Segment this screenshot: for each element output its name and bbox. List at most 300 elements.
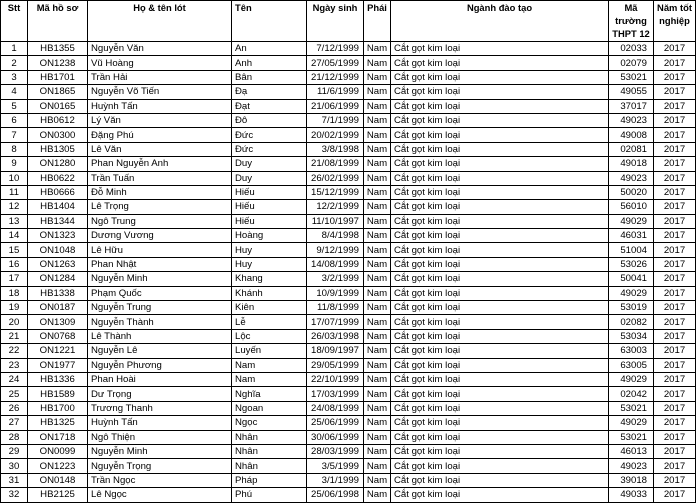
cell-ma-truong: 02081 — [609, 142, 654, 156]
cell-ma-truong: 49029 — [609, 416, 654, 430]
table-row — [1, 70, 696, 84]
cell-ten: Khánh — [232, 286, 307, 300]
cell-ma-truong: 63003 — [609, 344, 654, 358]
table-row — [1, 416, 696, 430]
cell-phai: Nam — [364, 99, 391, 113]
cell-nganh-dao-tao: Cắt gọt kim loại — [391, 315, 609, 329]
cell-phai: Nam — [364, 301, 391, 315]
cell-ngay-sinh: 21/08/1999 — [307, 157, 364, 171]
cell-ngay-sinh: 11/10/1997 — [307, 214, 364, 228]
cell-ho-ten-lot: Nguyễn Võ Tiến — [88, 85, 232, 99]
cell-nganh-dao-tao: Cắt gọt kim loại — [391, 257, 609, 271]
cell-phai: Nam — [364, 113, 391, 127]
table-body — [1, 42, 696, 503]
cell-ma-ho-so: HB1404 — [28, 200, 88, 214]
cell-ho-ten-lot: Lê Thành — [88, 329, 232, 343]
table-row — [1, 229, 696, 243]
cell-ngay-sinh: 8/4/1998 — [307, 229, 364, 243]
cell-ngay-sinh: 26/03/1998 — [307, 329, 364, 343]
cell-ngay-sinh: 7/12/1999 — [307, 42, 364, 56]
cell-nganh-dao-tao: Cắt gọt kim loại — [391, 286, 609, 300]
cell-ho-ten-lot: Lê Hữu — [88, 243, 232, 257]
cell-ho-ten-lot: Nguyễn Phương — [88, 358, 232, 372]
cell-nganh-dao-tao: Cắt gọt kim loại — [391, 185, 609, 199]
cell-ma-truong: 49023 — [609, 171, 654, 185]
table-row — [1, 344, 696, 358]
header-row — [1, 1, 696, 42]
cell-nganh-dao-tao: Cắt gọt kim loại — [391, 113, 609, 127]
cell-phai: Nam — [364, 243, 391, 257]
header-nganh-dao-tao: Ngành đào tạo — [391, 1, 609, 42]
cell-ho-ten-lot: Dương Vương — [88, 229, 232, 243]
cell-ten: Đạt — [232, 99, 307, 113]
cell-ma-truong: 49033 — [609, 488, 654, 502]
cell-stt: 31 — [1, 473, 28, 487]
cell-ngay-sinh: 20/02/1999 — [307, 128, 364, 142]
cell-nganh-dao-tao: Cắt gọt kim loại — [391, 329, 609, 343]
cell-ma-truong: 50020 — [609, 185, 654, 199]
cell-ho-ten-lot: Phan Nhật — [88, 257, 232, 271]
cell-stt: 26 — [1, 401, 28, 415]
cell-stt: 28 — [1, 430, 28, 444]
table-row — [1, 329, 696, 343]
cell-nganh-dao-tao: Cắt gọt kim loại — [391, 430, 609, 444]
table-row — [1, 113, 696, 127]
table-row — [1, 200, 696, 214]
cell-ho-ten-lot: Đỗ Minh — [88, 185, 232, 199]
table-row — [1, 257, 696, 271]
header-ho-ten-lot: Họ & tên lót — [88, 1, 232, 42]
cell-nam-tot-nghiep: 2017 — [654, 157, 696, 171]
table-row — [1, 85, 696, 99]
cell-ho-ten-lot: Nguyễn Trọng — [88, 459, 232, 473]
cell-ma-ho-so: HB1701 — [28, 70, 88, 84]
cell-ten: An — [232, 42, 307, 56]
cell-ma-truong: 53034 — [609, 329, 654, 343]
cell-ma-ho-so: ON1263 — [28, 257, 88, 271]
cell-stt: 21 — [1, 329, 28, 343]
cell-ma-truong: 49029 — [609, 286, 654, 300]
cell-ho-ten-lot: Ngô Trung — [88, 214, 232, 228]
cell-ho-ten-lot: Huỳnh Tấn — [88, 99, 232, 113]
cell-ngay-sinh: 25/06/1999 — [307, 416, 364, 430]
table-row — [1, 42, 696, 56]
header-ma-truong: Mã trường THPT 12 — [609, 1, 654, 42]
cell-nam-tot-nghiep: 2017 — [654, 85, 696, 99]
cell-phai: Nam — [364, 70, 391, 84]
cell-ho-ten-lot: Trần Ngọc — [88, 473, 232, 487]
cell-nam-tot-nghiep: 2017 — [654, 243, 696, 257]
cell-ten: Kiên — [232, 301, 307, 315]
table-row — [1, 214, 696, 228]
table-row — [1, 185, 696, 199]
cell-ma-ho-so: ON0768 — [28, 329, 88, 343]
cell-nganh-dao-tao: Cắt gọt kim loại — [391, 157, 609, 171]
cell-phai: Nam — [364, 329, 391, 343]
cell-ten: Nam — [232, 358, 307, 372]
cell-nganh-dao-tao: Cắt gọt kim loại — [391, 243, 609, 257]
cell-nganh-dao-tao: Cắt gọt kim loại — [391, 272, 609, 286]
cell-ma-ho-so: ON1280 — [28, 157, 88, 171]
cell-ten: Huy — [232, 243, 307, 257]
cell-ma-ho-so: HB1589 — [28, 387, 88, 401]
cell-nganh-dao-tao: Cắt gọt kim loại — [391, 142, 609, 156]
cell-ten: Pháp — [232, 473, 307, 487]
cell-nganh-dao-tao: Cắt gọt kim loại — [391, 444, 609, 458]
cell-nganh-dao-tao: Cắt gọt kim loại — [391, 301, 609, 315]
cell-ma-ho-so: ON1323 — [28, 229, 88, 243]
cell-ngay-sinh: 17/07/1999 — [307, 315, 364, 329]
cell-nganh-dao-tao: Cắt gọt kim loại — [391, 358, 609, 372]
cell-ngay-sinh: 3/1/1999 — [307, 473, 364, 487]
cell-ma-ho-so: HB1325 — [28, 416, 88, 430]
cell-ngay-sinh: 28/03/1999 — [307, 444, 364, 458]
cell-phai: Nam — [364, 401, 391, 415]
cell-ngay-sinh: 10/9/1999 — [307, 286, 364, 300]
cell-ngay-sinh: 30/06/1999 — [307, 430, 364, 444]
table-row — [1, 358, 696, 372]
cell-nganh-dao-tao: Cắt gọt kim loại — [391, 56, 609, 70]
cell-nam-tot-nghiep: 2017 — [654, 344, 696, 358]
cell-nam-tot-nghiep: 2017 — [654, 459, 696, 473]
cell-nam-tot-nghiep: 2017 — [654, 358, 696, 372]
cell-stt: 23 — [1, 358, 28, 372]
cell-stt: 29 — [1, 444, 28, 458]
cell-ma-ho-so: ON1048 — [28, 243, 88, 257]
cell-stt: 20 — [1, 315, 28, 329]
cell-ten: Nhân — [232, 444, 307, 458]
table-row — [1, 301, 696, 315]
cell-nganh-dao-tao: Cắt gọt kim loại — [391, 387, 609, 401]
cell-ngay-sinh: 25/06/1998 — [307, 488, 364, 502]
cell-ho-ten-lot: Huỳnh Tấn — [88, 416, 232, 430]
cell-ho-ten-lot: Nguyễn Trung — [88, 301, 232, 315]
cell-nam-tot-nghiep: 2017 — [654, 315, 696, 329]
cell-stt: 7 — [1, 128, 28, 142]
table-row — [1, 430, 696, 444]
header-ngay-sinh: Ngày sinh — [307, 1, 364, 42]
cell-stt: 5 — [1, 99, 28, 113]
cell-ngay-sinh: 7/1/1999 — [307, 113, 364, 127]
cell-ho-ten-lot: Lý Văn — [88, 113, 232, 127]
cell-ten: Hiếu — [232, 185, 307, 199]
cell-nganh-dao-tao: Cắt gọt kim loại — [391, 99, 609, 113]
cell-nganh-dao-tao: Cắt gọt kim loại — [391, 214, 609, 228]
cell-ma-truong: 49029 — [609, 214, 654, 228]
cell-nam-tot-nghiep: 2017 — [654, 387, 696, 401]
cell-nganh-dao-tao: Cắt gọt kim loại — [391, 171, 609, 185]
cell-ma-ho-so: ON0165 — [28, 99, 88, 113]
table-row — [1, 272, 696, 286]
header-stt: Stt — [1, 1, 28, 42]
table-row — [1, 401, 696, 415]
cell-ma-ho-so: ON1284 — [28, 272, 88, 286]
cell-nam-tot-nghiep: 2017 — [654, 214, 696, 228]
cell-ten: Nhân — [232, 459, 307, 473]
cell-stt: 17 — [1, 272, 28, 286]
cell-ngay-sinh: 3/8/1998 — [307, 142, 364, 156]
cell-ma-truong: 51004 — [609, 243, 654, 257]
cell-ma-ho-so: ON1238 — [28, 56, 88, 70]
cell-phai: Nam — [364, 85, 391, 99]
cell-ho-ten-lot: Nguyễn Lê — [88, 344, 232, 358]
cell-phai: Nam — [364, 430, 391, 444]
cell-ho-ten-lot: Phan Hoài — [88, 372, 232, 386]
cell-ma-ho-so: HB1336 — [28, 372, 88, 386]
cell-nam-tot-nghiep: 2017 — [654, 113, 696, 127]
cell-ten: Khang — [232, 272, 307, 286]
cell-ngay-sinh: 11/6/1999 — [307, 85, 364, 99]
cell-nam-tot-nghiep: 2017 — [654, 200, 696, 214]
cell-nam-tot-nghiep: 2017 — [654, 372, 696, 386]
cell-ngay-sinh: 26/02/1999 — [307, 171, 364, 185]
cell-stt: 1 — [1, 42, 28, 56]
cell-phai: Nam — [364, 171, 391, 185]
cell-ma-truong: 53021 — [609, 401, 654, 415]
cell-phai: Nam — [364, 315, 391, 329]
cell-nganh-dao-tao: Cắt gọt kim loại — [391, 488, 609, 502]
cell-ten: Hoàng — [232, 229, 307, 243]
cell-ma-ho-so: HB1700 — [28, 401, 88, 415]
cell-ma-ho-so: ON1309 — [28, 315, 88, 329]
cell-nam-tot-nghiep: 2017 — [654, 329, 696, 343]
cell-ngay-sinh: 11/8/1999 — [307, 301, 364, 315]
cell-stt: 2 — [1, 56, 28, 70]
cell-ten: Huy — [232, 257, 307, 271]
cell-nam-tot-nghiep: 2017 — [654, 42, 696, 56]
cell-stt: 11 — [1, 185, 28, 199]
cell-ma-ho-so: HB1305 — [28, 142, 88, 156]
cell-ma-truong: 46013 — [609, 444, 654, 458]
cell-ho-ten-lot: Nguyễn Thành — [88, 315, 232, 329]
cell-stt: 6 — [1, 113, 28, 127]
cell-stt: 9 — [1, 157, 28, 171]
cell-stt: 12 — [1, 200, 28, 214]
cell-ngay-sinh: 21/12/1999 — [307, 70, 364, 84]
cell-ma-truong: 39018 — [609, 473, 654, 487]
cell-stt: 19 — [1, 301, 28, 315]
cell-ten: Ngọc — [232, 416, 307, 430]
cell-ngay-sinh: 21/06/1999 — [307, 99, 364, 113]
cell-ma-ho-so: ON1865 — [28, 85, 88, 99]
cell-ngay-sinh: 9/12/1999 — [307, 243, 364, 257]
cell-stt: 15 — [1, 243, 28, 257]
cell-stt: 30 — [1, 459, 28, 473]
cell-ma-truong: 02082 — [609, 315, 654, 329]
cell-ho-ten-lot: Lê Trọng — [88, 200, 232, 214]
cell-ho-ten-lot: Lê Văn — [88, 142, 232, 156]
cell-ma-ho-so: HB1344 — [28, 214, 88, 228]
cell-ngay-sinh: 3/2/1999 — [307, 272, 364, 286]
cell-stt: 27 — [1, 416, 28, 430]
cell-ma-truong: 56010 — [609, 200, 654, 214]
cell-phai: Nam — [364, 56, 391, 70]
cell-nganh-dao-tao: Cắt gọt kim loại — [391, 372, 609, 386]
header-nam-tot-nghiep: Năm tốt nghiệp — [654, 1, 696, 42]
cell-phai: Nam — [364, 272, 391, 286]
cell-ma-truong: 49029 — [609, 372, 654, 386]
cell-ma-ho-so: HB1355 — [28, 42, 88, 56]
cell-ma-ho-so: HB1338 — [28, 286, 88, 300]
cell-ho-ten-lot: Trần Tuấn — [88, 171, 232, 185]
table-row — [1, 315, 696, 329]
cell-ten: Hiếu — [232, 200, 307, 214]
cell-phai: Nam — [364, 344, 391, 358]
cell-ma-truong: 37017 — [609, 99, 654, 113]
cell-nganh-dao-tao: Cắt gọt kim loại — [391, 85, 609, 99]
cell-nam-tot-nghiep: 2017 — [654, 488, 696, 502]
cell-phai: Nam — [364, 229, 391, 243]
cell-phai: Nam — [364, 42, 391, 56]
table-row — [1, 157, 696, 171]
cell-phai: Nam — [364, 387, 391, 401]
cell-nam-tot-nghiep: 2017 — [654, 185, 696, 199]
cell-stt: 18 — [1, 286, 28, 300]
cell-phai: Nam — [364, 214, 391, 228]
cell-ngay-sinh: 3/5/1999 — [307, 459, 364, 473]
cell-ma-truong: 53021 — [609, 70, 654, 84]
cell-ten: Luyến — [232, 344, 307, 358]
cell-ho-ten-lot: Trần Hải — [88, 70, 232, 84]
cell-ten: Đức — [232, 142, 307, 156]
cell-phai: Nam — [364, 488, 391, 502]
header-ma-ho-so: Mã hồ sơ — [28, 1, 88, 42]
cell-ten: Đạ — [232, 85, 307, 99]
cell-nam-tot-nghiep: 2017 — [654, 257, 696, 271]
cell-ma-ho-so: HB0612 — [28, 113, 88, 127]
cell-nam-tot-nghiep: 2017 — [654, 473, 696, 487]
cell-nganh-dao-tao: Cắt gọt kim loại — [391, 229, 609, 243]
cell-stt: 8 — [1, 142, 28, 156]
cell-nganh-dao-tao: Cắt gọt kim loại — [391, 344, 609, 358]
cell-ma-truong: 49023 — [609, 459, 654, 473]
cell-ten: Duy — [232, 157, 307, 171]
cell-ngay-sinh: 12/2/1999 — [307, 200, 364, 214]
cell-phai: Nam — [364, 416, 391, 430]
cell-ho-ten-lot: Vũ Hoàng — [88, 56, 232, 70]
header-phai: Phái — [364, 1, 391, 42]
cell-ho-ten-lot: Dư Trọng — [88, 387, 232, 401]
cell-phai: Nam — [364, 444, 391, 458]
table-row — [1, 473, 696, 487]
cell-ma-truong: 49008 — [609, 128, 654, 142]
cell-stt: 13 — [1, 214, 28, 228]
cell-ma-truong: 49055 — [609, 85, 654, 99]
cell-ho-ten-lot: Phạm Quốc — [88, 286, 232, 300]
cell-ho-ten-lot: Nguyễn Văn — [88, 42, 232, 56]
cell-ten: Lễ — [232, 315, 307, 329]
cell-phai: Nam — [364, 185, 391, 199]
cell-nganh-dao-tao: Cắt gọt kim loại — [391, 416, 609, 430]
cell-stt: 3 — [1, 70, 28, 84]
table-row — [1, 372, 696, 386]
cell-ma-ho-so: ON0300 — [28, 128, 88, 142]
cell-ten: Ngoan — [232, 401, 307, 415]
cell-nam-tot-nghiep: 2017 — [654, 142, 696, 156]
cell-ma-ho-so: HB0666 — [28, 185, 88, 199]
cell-ma-truong: 02079 — [609, 56, 654, 70]
cell-stt: 24 — [1, 372, 28, 386]
cell-nam-tot-nghiep: 2017 — [654, 70, 696, 84]
cell-phai: Nam — [364, 128, 391, 142]
table-row — [1, 171, 696, 185]
cell-nganh-dao-tao: Cắt gọt kim loại — [391, 42, 609, 56]
cell-stt: 22 — [1, 344, 28, 358]
cell-nam-tot-nghiep: 2017 — [654, 301, 696, 315]
cell-ngay-sinh: 24/08/1999 — [307, 401, 364, 415]
cell-ma-truong: 46031 — [609, 229, 654, 243]
cell-ten: Lộc — [232, 329, 307, 343]
cell-ten: Hiếu — [232, 214, 307, 228]
cell-ma-ho-so: ON1977 — [28, 358, 88, 372]
cell-ten: Đức — [232, 128, 307, 142]
cell-ma-ho-so: ON1718 — [28, 430, 88, 444]
cell-ten: Phú — [232, 488, 307, 502]
cell-ma-ho-so: ON0148 — [28, 473, 88, 487]
cell-ngay-sinh: 22/10/1999 — [307, 372, 364, 386]
cell-nganh-dao-tao: Cắt gọt kim loại — [391, 459, 609, 473]
table-row — [1, 459, 696, 473]
cell-phai: Nam — [364, 459, 391, 473]
cell-ma-truong: 02033 — [609, 42, 654, 56]
cell-nam-tot-nghiep: 2017 — [654, 444, 696, 458]
header-ten: Tên — [232, 1, 307, 42]
cell-ma-ho-so: HB2125 — [28, 488, 88, 502]
table-row — [1, 444, 696, 458]
cell-ho-ten-lot: Phan Nguyễn Anh — [88, 157, 232, 171]
cell-ngay-sinh: 14/08/1999 — [307, 257, 364, 271]
cell-phai: Nam — [364, 257, 391, 271]
cell-phai: Nam — [364, 286, 391, 300]
cell-ho-ten-lot: Ngô Thiện — [88, 430, 232, 444]
cell-nam-tot-nghiep: 2017 — [654, 128, 696, 142]
cell-ma-truong: 49023 — [609, 113, 654, 127]
cell-stt: 4 — [1, 85, 28, 99]
cell-nganh-dao-tao: Cắt gọt kim loại — [391, 70, 609, 84]
cell-ho-ten-lot: Nguyễn Minh — [88, 272, 232, 286]
cell-ma-truong: 50041 — [609, 272, 654, 286]
table-row — [1, 387, 696, 401]
cell-ten: Nhân — [232, 430, 307, 444]
cell-nganh-dao-tao: Cắt gọt kim loại — [391, 473, 609, 487]
cell-stt: 14 — [1, 229, 28, 243]
cell-nganh-dao-tao: Cắt gọt kim loại — [391, 401, 609, 415]
cell-ho-ten-lot: Đặng Phú — [88, 128, 232, 142]
cell-nam-tot-nghiep: 2017 — [654, 416, 696, 430]
cell-stt: 10 — [1, 171, 28, 185]
table-row — [1, 142, 696, 156]
cell-phai: Nam — [364, 372, 391, 386]
cell-stt: 32 — [1, 488, 28, 502]
cell-phai: Nam — [364, 200, 391, 214]
cell-ten: Bân — [232, 70, 307, 84]
cell-ma-ho-so: ON1223 — [28, 459, 88, 473]
cell-ten: Đô — [232, 113, 307, 127]
cell-ten: Duy — [232, 171, 307, 185]
table-row — [1, 128, 696, 142]
cell-phai: Nam — [364, 142, 391, 156]
cell-stt: 16 — [1, 257, 28, 271]
cell-stt: 25 — [1, 387, 28, 401]
cell-ten: Nam — [232, 372, 307, 386]
cell-nam-tot-nghiep: 2017 — [654, 56, 696, 70]
table-row — [1, 56, 696, 70]
cell-phai: Nam — [364, 473, 391, 487]
cell-nam-tot-nghiep: 2017 — [654, 171, 696, 185]
cell-ngay-sinh: 29/05/1999 — [307, 358, 364, 372]
cell-ma-ho-so: ON0099 — [28, 444, 88, 458]
cell-nam-tot-nghiep: 2017 — [654, 272, 696, 286]
